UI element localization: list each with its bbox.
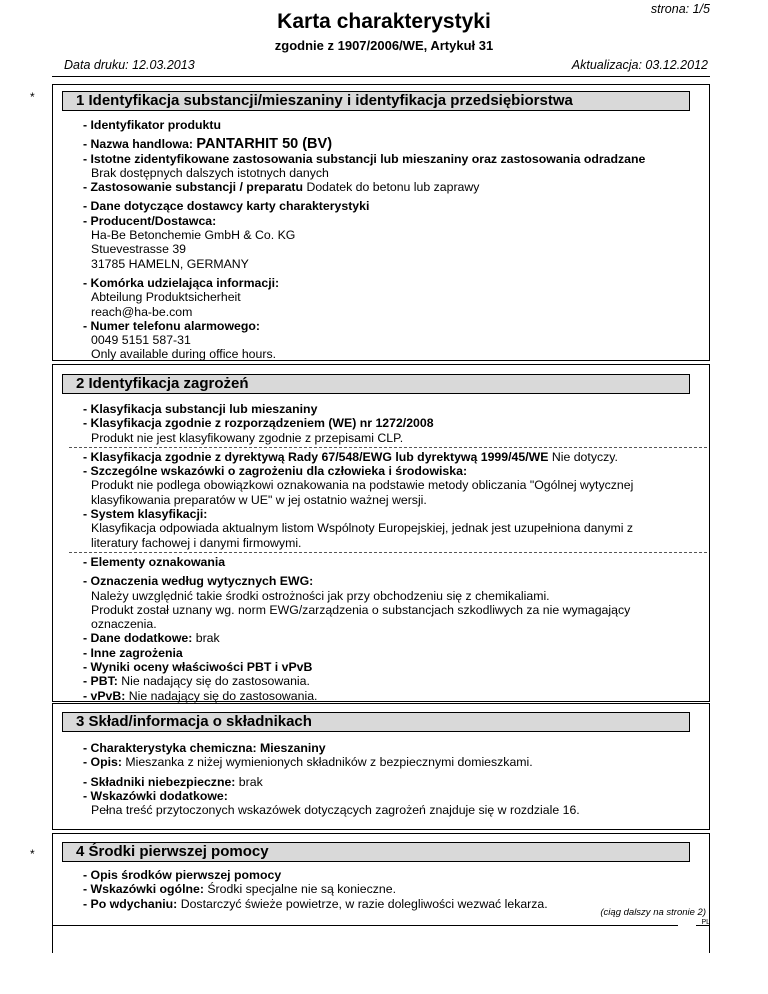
section-2-heading: 2 Identyfikacja zagrożeń xyxy=(62,374,690,394)
text-line: - vPvB: Nie nadający się do zastosowania. xyxy=(83,688,318,703)
text-line: - Oznaczenia według wytycznych EWG: xyxy=(83,574,314,589)
text-line: Produkt nie jest klasyfikowany zgodnie z przepisami CLP. xyxy=(91,430,404,445)
phone-text: 0049 5151 587-31 xyxy=(91,333,191,348)
text-line: - Istotne zidentyfikowane zastosowania substancji lub mieszaniny oraz zastosowania odradzane xyxy=(83,151,646,166)
text-line: Abteilung Produktsicherheit xyxy=(91,290,241,305)
text-line: 31785 HAMELN, GERMANY xyxy=(91,256,249,271)
text-line: klasyfikowania preparatów w UE" w jej ostatnio ważnej wersji. xyxy=(91,492,427,507)
text-line: - Klasyfikacja substancji lub mieszaniny xyxy=(83,402,318,416)
footer-line-end xyxy=(696,925,710,926)
continuation-note: (ciąg dalszy na stronie 2) xyxy=(600,907,706,918)
text-line: Klasyfikacja odpowiada aktualnym listom Wspólnoty Europejskiej, jednak jest uzupełniona danymi z xyxy=(91,521,634,536)
text-line: - Klasyfikacja zgodnie z rozporządzeniem (WE) nr 1272/2008 xyxy=(83,416,434,431)
footer-line xyxy=(52,925,678,926)
section-4-body xyxy=(83,868,693,911)
text-line: - Producent/Dostawca: xyxy=(83,213,217,228)
dashed-divider xyxy=(69,552,707,553)
text-line: - Dane dotyczące dostawcy karty charakterystyki xyxy=(83,199,370,214)
document-title: Karta charakterystyki xyxy=(277,10,491,33)
text-line: Należy uwzględnić takie środki ostrożności jak przy obchodzeniu się z chemikaliami. xyxy=(91,588,550,603)
language-code: PL xyxy=(701,919,710,926)
trade-name: PANTARHIT 50 (BV) xyxy=(196,136,333,153)
section-3-heading: 3 Skład/informacja o składnikach xyxy=(62,712,690,732)
section-4-heading: 4 Środki pierwszej pomocy xyxy=(62,842,690,862)
text-line: - Dane dodatkowe: brak xyxy=(83,631,220,646)
text-line: literatury fachowej i danymi firmowymi. xyxy=(91,535,302,550)
update-date: Aktualizacja: 03.12.2012 xyxy=(571,58,708,72)
text-line: - Wskazówki dodatkowe: xyxy=(83,788,228,803)
text-line: Ha-Be Betonchemie GmbH & Co. KG xyxy=(91,228,296,243)
text-line: - Opis środków pierwszej pomocy xyxy=(83,868,282,882)
text-line: - System klasyfikacji: xyxy=(83,507,208,522)
document-subtitle: zgodnie z 1907/2006/WE, Artykuł 31 xyxy=(274,38,494,53)
text-line: Brak dostępnych dalszych istotnych danych xyxy=(91,165,329,180)
text-line: - Numer telefonu alarmowego: xyxy=(83,318,260,333)
dashed-divider xyxy=(69,447,707,448)
text-line: - Wskazówki ogólne: Środki specjalne nie są konieczne. xyxy=(83,882,397,897)
text-line: - Wyniki oceny właściwości PBT i vPvB xyxy=(83,660,313,675)
section-2-body xyxy=(83,402,693,703)
section-3-body xyxy=(83,741,693,817)
text-line: - Opis: Mieszanka z niżej wymienionych składników z bezpiecznymi domieszkami. xyxy=(83,755,533,770)
text-line: - Charakterystyka chemiczna: Mieszaniny xyxy=(83,741,326,755)
print-date: Data druku: 12.03.2013 xyxy=(64,58,195,72)
trade-name-line: - Nazwa handlowa: PANTARHIT 50 (BV) xyxy=(83,136,333,153)
change-marker: * xyxy=(30,90,35,104)
text-line: - PBT: Nie nadający się do zastosowania. xyxy=(83,674,310,689)
text-line: - Klasyfikacja zgodnie z dyrektywą Rady 67/548/EWG lub dyrektywą 1999/45/WE Nie dotyczy. xyxy=(83,449,618,464)
page-number: strona: 1/5 xyxy=(650,2,710,16)
text-line: Produkt nie podlega obowiązkowi oznakowania na podstawie metody obliczania "Ogólnej wytycznej xyxy=(91,478,634,493)
text-line: Produkt został uznany wg. norm EWG/zarządzenia o substancjach szkodliwych za nie wymagający xyxy=(91,602,631,617)
text-line: - Po wdychaniu: Dostarczyć świeże powietrze, w razie dolegliwości wezwać lekarza. xyxy=(83,896,548,911)
text-line: - Zastosowanie substancji / preparatu Dodatek do betonu lub zaprawy xyxy=(83,180,480,195)
change-marker: * xyxy=(30,847,35,861)
text-line: - Szczególne wskazówki o zagrożeniu dla człowieka i środowiska: xyxy=(83,464,468,479)
text-line: - Inne zagrożenia xyxy=(83,645,183,660)
section-1-heading: 1 Identyfikacja substancji/mieszaniny i identyfikacja przedsiębiorstwa xyxy=(62,91,690,111)
text-line: Stuevestrasse 39 xyxy=(91,242,187,257)
text-line: oznaczenia. xyxy=(91,617,157,632)
email-text: reach@ha-be.com xyxy=(91,304,193,319)
text-line: Pełna treść przytoczonych wskazówek dotyczących zagrożeń znajduje się w rozdziale 16. xyxy=(91,803,580,818)
text-line: - Identyfikator produktu xyxy=(83,118,221,132)
text-line: - Komórka udzielająca informacji: xyxy=(83,275,280,290)
text-line: Only available during office hours. xyxy=(91,347,277,362)
text-line: - Elementy oznakowania xyxy=(83,554,226,569)
header-divider xyxy=(52,76,710,77)
section-1-body xyxy=(83,118,693,362)
text-line: - Składniki niebezpieczne: brak xyxy=(83,774,263,789)
